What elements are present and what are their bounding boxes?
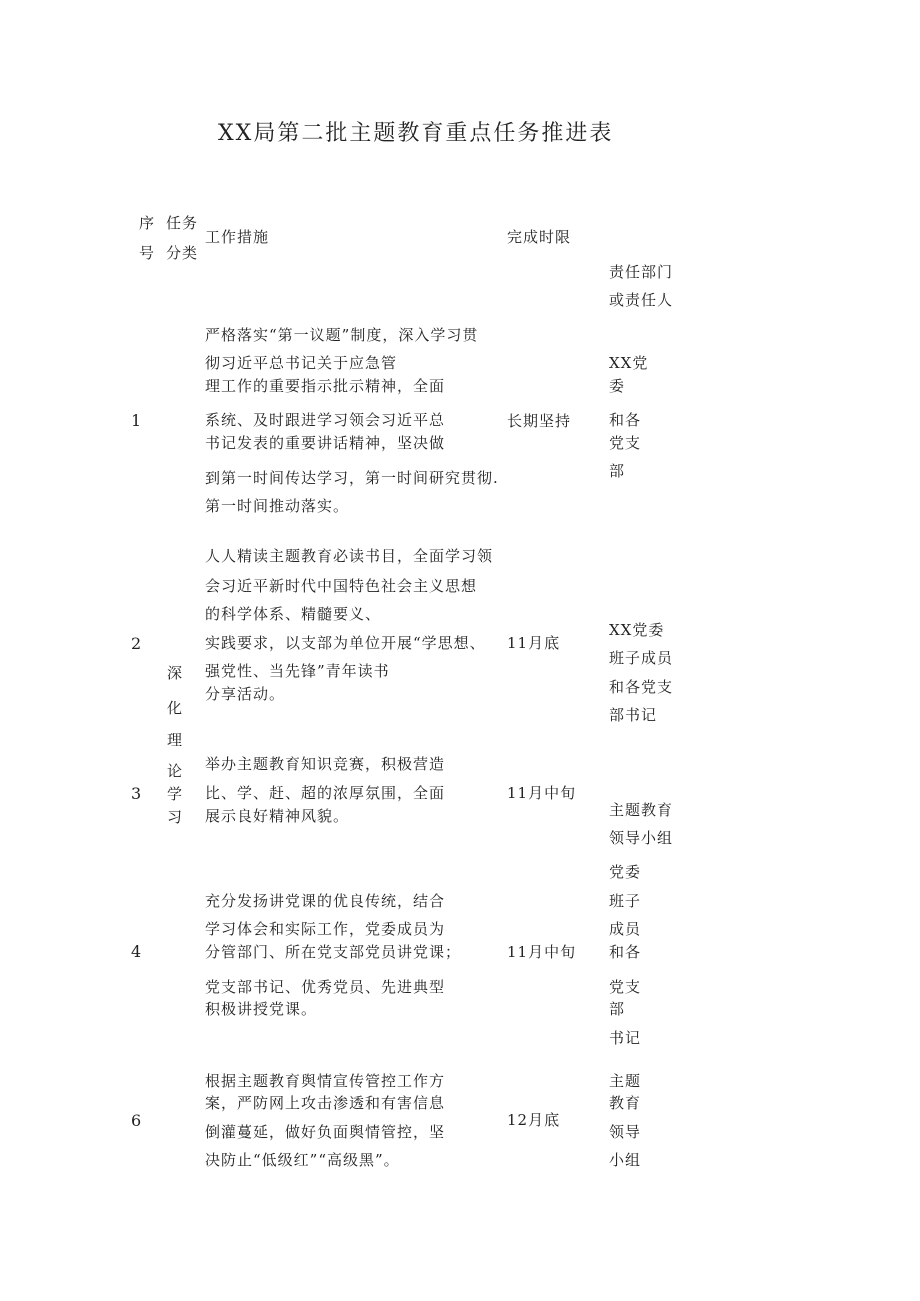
page-title: XX局第二批主题教育重点任务推进表	[218, 121, 614, 146]
header-deadline: 完成时限	[507, 228, 572, 246]
header-measures: 工作措施	[205, 228, 270, 246]
